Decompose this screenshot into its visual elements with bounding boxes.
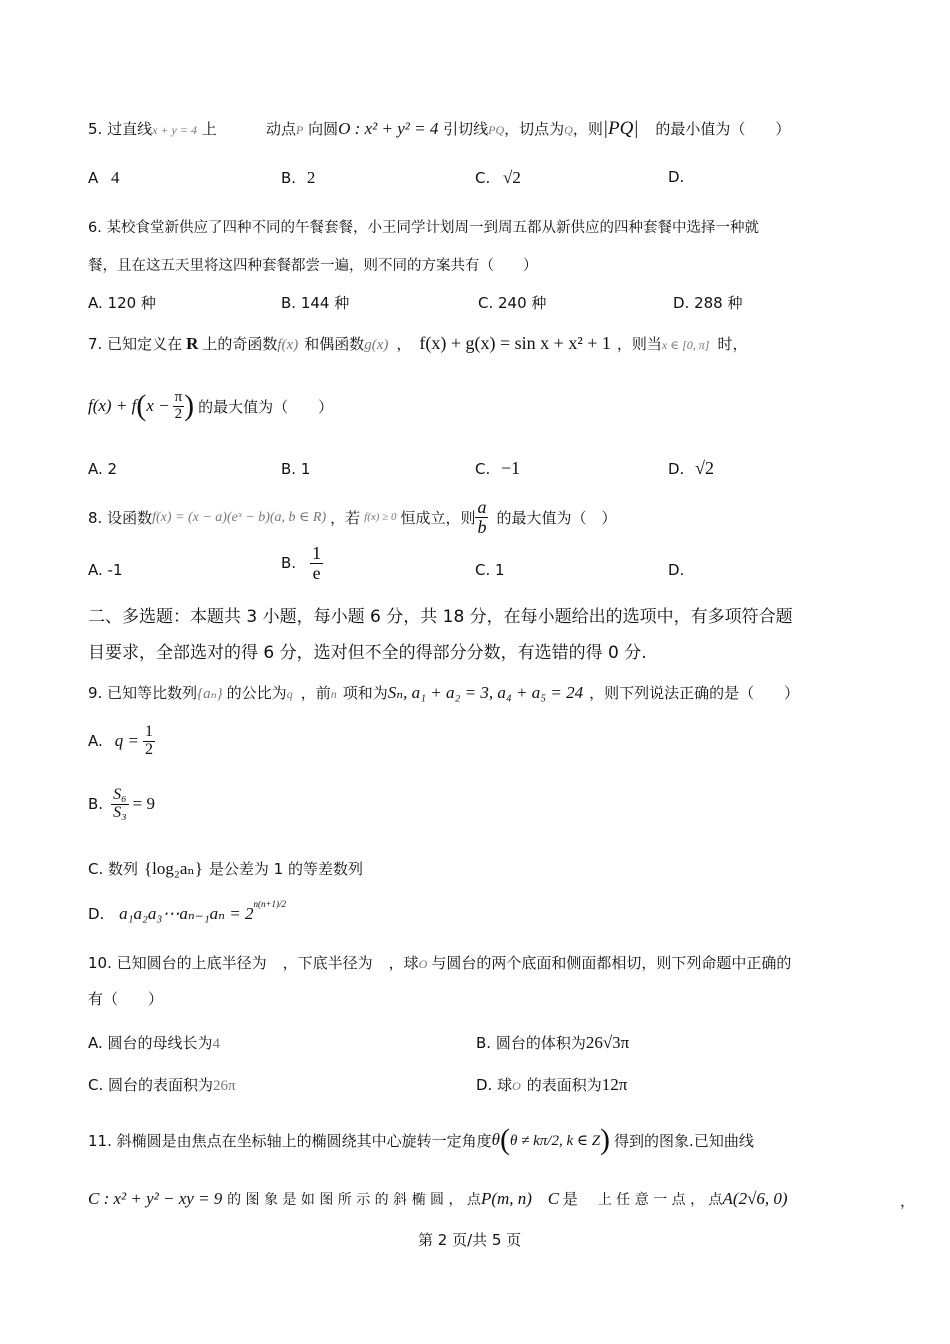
paren-left: ( [500,1123,510,1156]
q10-stem-line1: 10. 已知圆台的上底半径为 ，下底半径为 ，球O 与圆台的两个底面和侧面都相切，则下列命题中正确的 [88,954,792,972]
math-theta-condition: θ ≠ kπ/2, k ∈ Z [510,1132,601,1149]
paren-left: ( [136,389,147,422]
paren-right: ) [184,389,195,422]
q10-stem-line2: 有（ ） [88,990,164,1008]
q10-option-b: B. 圆台的体积为26√3π [476,1033,630,1052]
fraction-1-over-e: $\frac{1}{e}$ [312,543,322,583]
q10-option-d: D. 球O 的表面积为12π [476,1075,628,1094]
section-2-line1: 二、多选题：本题共 3 小题，每小题 6 分，共 18 分，在每小题给出的选项中，有多项符合题 [88,607,793,627]
q9-stem: 9. 已知等比数列{aₙ} 的公比为q ，前n 项和为Sₙ, a₁ + a₂ = 3, a₄ + a₅ = 24 ，则下列说法正确的是（ ） [88,683,800,702]
fraction-half: $\frac{1}{2}$ [145,722,153,758]
fraction-pi-over-2: $\frac{\pi}{2}$ [174,388,183,422]
q7-option-d: D. √2 [668,458,714,478]
q6-option-c: C. 240 种 [478,294,547,312]
math-abs: |PQ| [602,118,639,139]
q7-option-c: C. −1 [475,458,521,478]
fraction-s6-over-s3: $\frac{\text{S₆}}{\text{S₃}}$ [113,785,127,821]
math-line: x + y = 4 [152,123,197,137]
math-equation: f(x) + g(x) = sin x + x² + 1 [419,333,611,353]
q5-stem: 5. 过直线x + y = 4 上 [88,120,217,138]
page-footer: 第 2 页/共 5 页 [418,1231,522,1249]
q7-stem-line1: 7. 已知定义在 R 上的奇函数f(x) 和偶函数g(x) ， f(x) + g(x) = sin x + x² + 1 ，则当x ∈ [0, π] 时， [88,333,748,353]
q5-option-d: D. [668,168,685,186]
math-curve: C : x² + y² − xy = 9 [88,1189,223,1208]
q9-option-c: C. 数列 {log₂aₙ} 是公差为 1 的等差数列 [88,859,363,878]
q5-option-a: A 4 [88,168,120,187]
q7-expression: f(x) + f ( x − $\frac{\pi}{2}$ ) 的最大值为（ ） [88,388,334,422]
q8-option-b: B. $\frac{1}{e}$ [281,543,322,583]
math-condition: Sₙ, a₁ + a₂ = 3, a₄ + a₅ = 24 [387,683,584,702]
q6-option-b: B. 144 种 [281,294,350,312]
q10-option-c: C. 圆台的表面积为26π [88,1076,236,1094]
q11-stem-line2: C : x² + y² − xy = 9 的 图 象 是 如 图 所 示 的 斜 椭 圆 ， 点P(m, n) 是C 上 任 意 一 点 ， 点A(2√6, 0) [88,1189,788,1208]
section-2-line2: 目要求，全部选对的得 6 分，选对但不全的得部分分数，有选错的得 0 分. [88,643,647,663]
q9-option-b: B. $\frac{\text{S₆}}{\text{S₃}}$ = 9 [88,785,155,821]
q-number: 5. [88,120,103,138]
q7-option-b: B. 1 [281,460,311,478]
q5-option-c: C. √2 [475,168,521,187]
q8-option-c: C. 1 [475,561,505,579]
q6-option-d: D. 288 种 [673,294,743,312]
q11-stem-line1: 11. 斜椭圆是由焦点在坐标轴上的椭圆绕其中心旋转一定角度 θ ( θ ≠ kπ/2, k ∈ Z ) 得到的图象.已知曲线 [88,1123,754,1156]
q8-stem: 8. 设函数 f(x) = (x − a)(eˣ − b)(a, b ∈ R) ，若 f(x) ≥ 0 恒成立，则 $\frac{a}{b}$ 的最大值为（ ） [88,496,617,537]
fraction-a-over-b: $\frac{a}{b}$ [477,496,487,537]
q10-option-a: A. 圆台的母线长为4 [88,1034,221,1052]
q11-trailing-comma: ， [900,1192,916,1210]
q9-option-a: A. q = $\frac{1}{2}$ [88,722,153,758]
paren-right: ) [600,1123,611,1156]
q7-option-a: A. 2 [88,460,118,478]
q5-option-b: B. 2 [281,168,316,187]
q9-option-d: D. a₁a₂a₃⋯aₙ₋₁aₙ = $2^{n(n+1)/2}$ [88,899,287,923]
math-circle: O : x² + y² = 4 [338,119,439,138]
q8-option-a: A. -1 [88,561,123,579]
q6-stem-line1: 6. 某校食堂新供应了四种不同的午餐套餐，小王同学计划周一到周五都从新供应的四种套餐中选择一种就 [88,220,759,236]
q6-option-a: A. 120 种 [88,294,156,312]
q5-stem-2: 动点P 向圆O : x² + y² = 4 引切线PQ，切点为Q，则|PQ| 的最小值为（ ） [266,118,791,139]
q6-stem-line2: 餐，且在这五天里将这四种套餐都尝一遍，则不同的方案共有（ ） [88,258,538,274]
q8-option-d: D. [668,561,685,579]
